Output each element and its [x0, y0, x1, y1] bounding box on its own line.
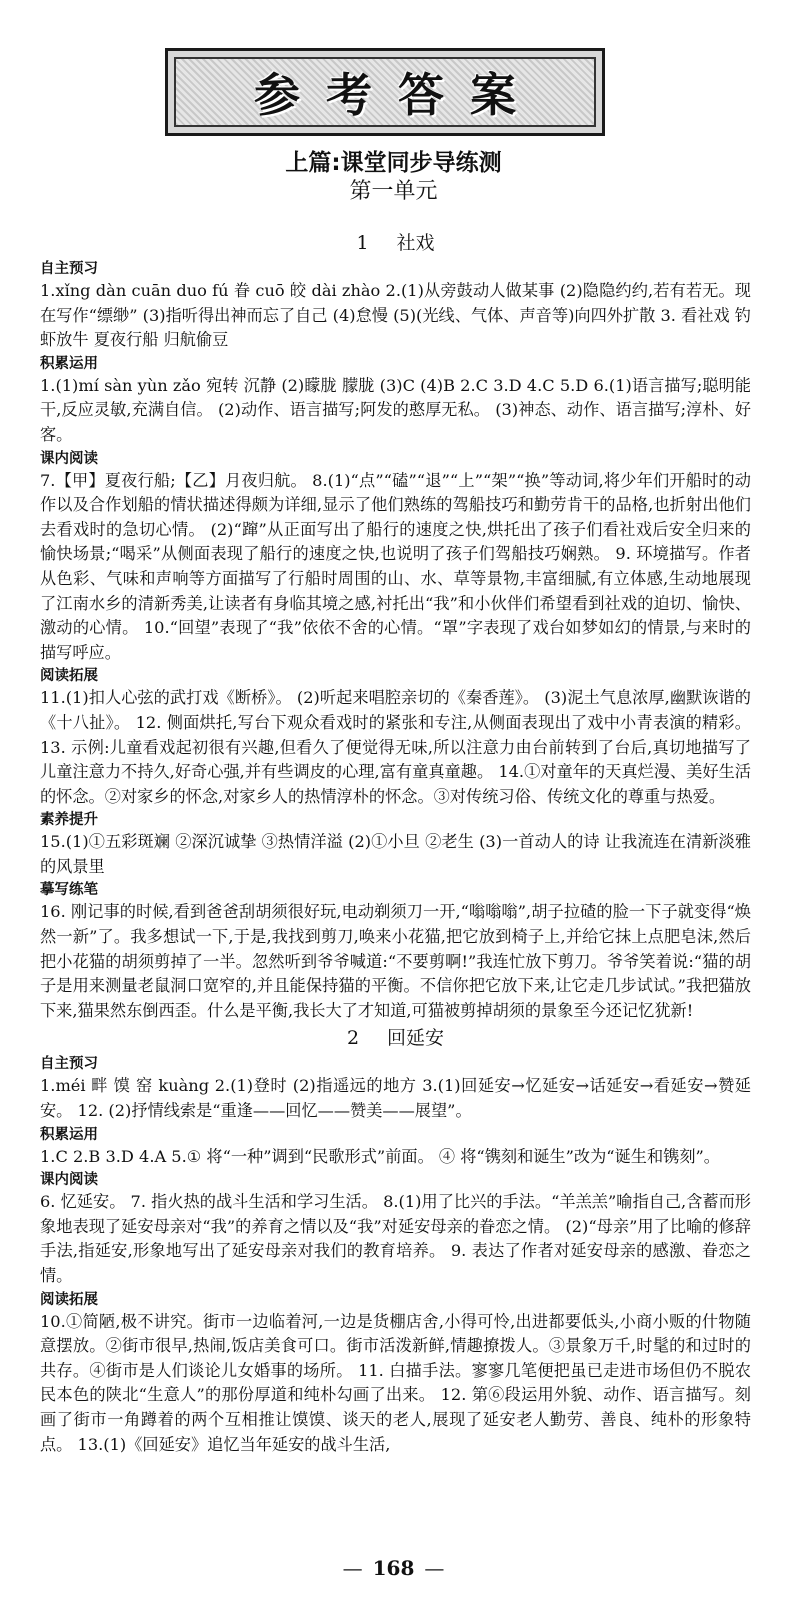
answer-paragraph: 1.méi 畔 馍 窑 kuàng 2.(1)登时 (2)指遥远的地方 3.(1)回延安→忆延安→话延安→看延安→赞延安。 12. (2)抒情线索是“重逢——回忆——赞美——展望”。: [40, 1076, 751, 1121]
section-heading: 阅读拓展: [40, 668, 98, 685]
unit-title: 第一单元: [349, 179, 438, 204]
answer-paragraph: 1.xǐng dàn cuān duo fú 眷 cuō 皎 dài zhào 2.(1)从旁鼓动人做某事 (2)隐隐约约,若有若无。现在写作“缥缈” (3)指听得出神而忘了自己 (4)怠慢 (5)(光线、气体、声音等)向四外扩散 3. 看社戏 钓虾放牛 夏夜行船 归航偷豆: [40, 281, 751, 350]
lesson-name: 回延安: [387, 1027, 445, 1050]
lesson-title: [40, 228, 751, 258]
answer-paragraph: 7.【甲】夏夜行船;【乙】月夜归航。 8.(1)“点”“磕”“退”“上”“架”“换”等动词,将少年们开船时的动作以及合作划船的情状描述得颇为详细,显示了他们熟练的驾船技巧和勤劳肯干的品格,也折射出他们去看戏时的急切心情。 (2)“蹿”从正面写出了船行的速度之快,烘托出了孩子们看社戏后安全归来的愉快场景;“喝采”从侧面表现了船行的速度之快,也说明了孩子们驾船技巧娴熟。 9. 环境描写。作者从色彩、气味和声响等方面描写了行船时周围的山、水、草等景物,丰富细腻,有立体感,生动地展现了江南水乡的清新秀美,让读者有身临其境之感,衬托出“我”和小伙伴们希望看到社戏的迫切、愉快、激动的心情。 10.“回望”表现了“我”依依不舍的心情。“罩”字表现了戏台如梦如幻的情景,与来时的描写呼应。: [40, 470, 751, 662]
page-footer: [0, 1556, 787, 1580]
answer-paragraph: 1.C 2.B 3.D 4.A 5.① 将“一种”调到“民歌形式”前面。 ④ 将“镌刻和诞生”改为“诞生和镌刻”。: [40, 1146, 720, 1166]
part-title: 上篇:课堂同步导练测: [285, 150, 502, 176]
answer-paragraph: 6. 忆延安。 7. 指火热的战斗生活和学习生活。 8.(1)用了比兴的手法。“羊羔羔”喻指自己,含蓄而形象地表现了延安母亲对“我”的养育之情以及“我”对延安母亲的眷恋之情。 (2)“母亲”用了比喻的修辞手法,指延安,形象地写出了延安母亲对我们的教育培养。 9. 表达了作者对延安母亲的感激、眷恋之情。: [40, 1192, 751, 1285]
section-heading: 积累运用: [40, 1126, 98, 1143]
footer-dash-right: —: [424, 1556, 445, 1580]
section-heading: 摹写练笔: [40, 882, 98, 899]
banner-title: 参考答案: [254, 68, 542, 122]
section-heading: 课内阅读: [40, 1172, 98, 1189]
answer-paragraph: 15.(1)①五彩斑斓 ②深沉诚挚 ③热情洋溢 (2)①小旦 ②老生 (3)一首动人的诗 让我流连在清新淡雅的风景里: [40, 832, 751, 876]
section-heading: 自主预习: [40, 261, 98, 277]
answer-paragraph: 16. 刚记事的时候,看到爸爸刮胡须很好玩,电动剃须刀一开,“嗡嗡嗡”,胡子拉碴的脸一下子就变得“焕然一新”了。我多想试一下,于是,我找到剪刀,唤来小花猫,把它放到椅子上,并给它抹上点肥皂沫,然后把小花猫的胡须剪掉了一半。忽然听到爷爷喊道:“不要剪啊!”我连忙放下剪刀。爷爷笑着说:“猫的胡子是用来测量老鼠洞口宽窄的,并且能保持猫的平衡。不信你把它放下来,让它走几步试试。”我把猫放下来,猫果然东倒西歪。什么是平衡,我长大了才知道,可猫被剪掉胡须的景象至今还记忆犹新!: [40, 902, 751, 1020]
banner-plate: [174, 57, 596, 127]
answer-paragraph: 10.①简陋,极不讲究。街市一边临着河,一边是货棚店舍,小得可怜,出进都要低头,小商小贩的什物随意摆放。②街市很早,热闹,饭店美食可口。街市活泼新鲜,情趣撩拨人。③景象万千,时髦的和过时的共存。④街市是人们谈论儿女婚事的场所。 11. 白描手法。寥寥几笔便把虽已走进市场但仍不脱农民本色的陕北“生意人”的那份厚道和纯朴勾画了出来。 12. 第⑥段运用外貌、动作、语言描写。刻画了街市一角蹲着的两个互相推让馍馍、谈天的老人,展现了延安老人勤劳、善良、纯朴的形象特点。 13.(1)《回延安》追忆当年延安的战斗生活,: [40, 1311, 751, 1454]
section-heading: 积累运用: [40, 355, 98, 372]
lesson-title: [40, 1023, 751, 1053]
titles-block: [0, 148, 787, 206]
section-heading: 自主预习: [40, 1056, 98, 1073]
answer-paragraph: 11.(1)扣人心弦的武打戏《断桥》。 (2)听起来唱腔亲切的《秦香莲》。 (3)泥土气息浓厚,幽默诙谐的《十八扯》。 12. 侧面烘托,写台下观众看戏时的紧张和专注,从侧面表现出了戏中小青表演的精彩。 13. 示例:儿童看戏起初很有兴趣,但看久了便觉得无味,所以注意力由台前转到了台后,真切地描写了儿童注意力不持久,好奇心强,并有些调皮的心理,富有童真童趣。 14.①对童年的天真烂漫、美好生活的怀念。②对家乡的怀念,对家乡人的热情淳朴的怀念。③对传统习俗、传统文化的尊重与热爱。: [40, 688, 751, 806]
footer-dash-left: —: [342, 1556, 363, 1580]
lesson-number: 2: [346, 1027, 360, 1050]
section-heading: 课内阅读: [40, 450, 98, 467]
section-heading: 阅读拓展: [40, 1291, 98, 1308]
lesson-number: 1: [356, 232, 369, 254]
answers-content: [40, 228, 751, 1457]
lesson-name: 社戏: [396, 232, 435, 254]
section-heading: 素养提升: [40, 812, 98, 829]
answer-paragraph: 1.(1)mí sàn yùn zǎo 宛转 沉静 (2)矇胧 朦胧 (3)C (4)B 2.C 3.D 4.C 5.D 6.(1)语言描写;聪明能干,反应灵敏,充满自信。 (2)动作、语言描写;阿发的憨厚无私。 (3)神态、动作、语言描写;淳朴、好客。: [40, 375, 751, 444]
answer-banner: [165, 48, 605, 136]
page-number: 168: [372, 1556, 415, 1580]
